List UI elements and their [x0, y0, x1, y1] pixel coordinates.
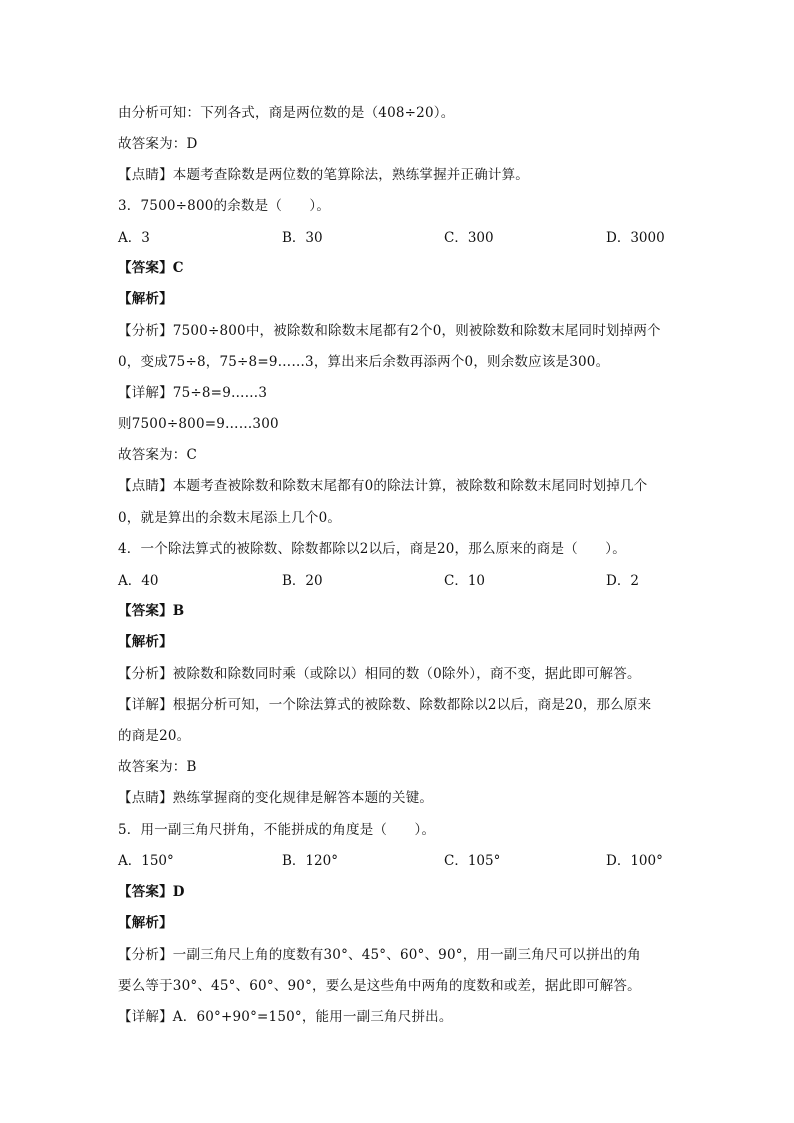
option-b: B．30: [282, 230, 323, 246]
text-line: 故答案为：C: [118, 447, 198, 463]
analysis-heading: 【解析】: [118, 291, 173, 307]
option-a: A．40: [118, 573, 159, 589]
answer-line: 【答案】C: [118, 260, 184, 276]
option-c: C．105°: [444, 853, 501, 869]
answer-line: 【答案】D: [118, 884, 185, 900]
text-line: 【分析】一副三角尺上角的度数有30°、45°、60°、90°，用一副三角尺可以拼出的角: [118, 947, 641, 963]
option-a: A．150°: [118, 853, 174, 869]
option-d: D．3000: [606, 230, 665, 246]
text-line: 【分析】被除数和除数同时乘（或除以）相同的数（0除外），商不变，据此即可解答。: [118, 666, 641, 682]
text-line: 【分析】7500÷800中，被除数和除数末尾都有2个0，则被除数和除数末尾同时划掉两个: [118, 323, 661, 339]
text-line: 【详解】A．60°+90°=150°，能用一副三角尺拼出。: [118, 1009, 453, 1025]
option-d: D．2: [606, 573, 639, 589]
text-line: 要么等于30°、45°、60°、90°，要么是这些角中两角的度数和或差，据此即可解答。: [118, 978, 641, 994]
analysis-heading: 【解析】: [118, 634, 173, 650]
text-line: 的商是20。: [118, 728, 191, 744]
text-line: 【点睛】熟练掌握商的变化规律是解答本题的关键。: [118, 790, 434, 806]
option-a: A．3: [118, 230, 150, 246]
text-line: 故答案为：B: [118, 759, 197, 775]
question-4: 4．一个除法算式的被除数、除数都除以2以后，商是20，那么原来的商是（ ）。: [118, 541, 626, 557]
option-c: C．10: [444, 573, 486, 589]
text-line: 【点睛】本题考查被除数和除数末尾都有0的除法计算，被除数和除数末尾同时划掉几个: [118, 478, 648, 494]
option-b: B．20: [282, 573, 323, 589]
text-line: 【详解】根据分析可知，一个除法算式的被除数、除数都除以2以后，商是20，那么原来: [118, 697, 652, 713]
text-line: 则7500÷800=9……300: [118, 416, 279, 432]
text-line: 0，变成75÷8，75÷8=9……3，算出来后余数再添两个0，则余数应该是300。: [118, 354, 610, 370]
option-b: B．120°: [282, 853, 338, 869]
text-line: 【详解】75÷8=9……3: [118, 385, 268, 401]
option-c: C．300: [444, 230, 494, 246]
analysis-heading: 【解析】: [118, 915, 173, 931]
text-line: 由分析可知：下列各式，商是两位数的是（408÷20）。: [118, 105, 455, 121]
question-5: 5．用一副三角尺拼角，不能拼成的角度是（ ）。: [118, 822, 436, 838]
text-line: 0，就是算出的余数末尾添上几个0。: [118, 510, 342, 526]
text-line: 故答案为：D: [118, 136, 198, 152]
answer-line: 【答案】B: [118, 603, 185, 619]
text-line: 【点睛】本题考查除数是两位数的笔算除法，熟练掌握并正确计算。: [118, 167, 529, 183]
question-3: 3．7500÷800的余数是（ ）。: [118, 198, 331, 214]
option-d: D．100°: [606, 853, 663, 869]
